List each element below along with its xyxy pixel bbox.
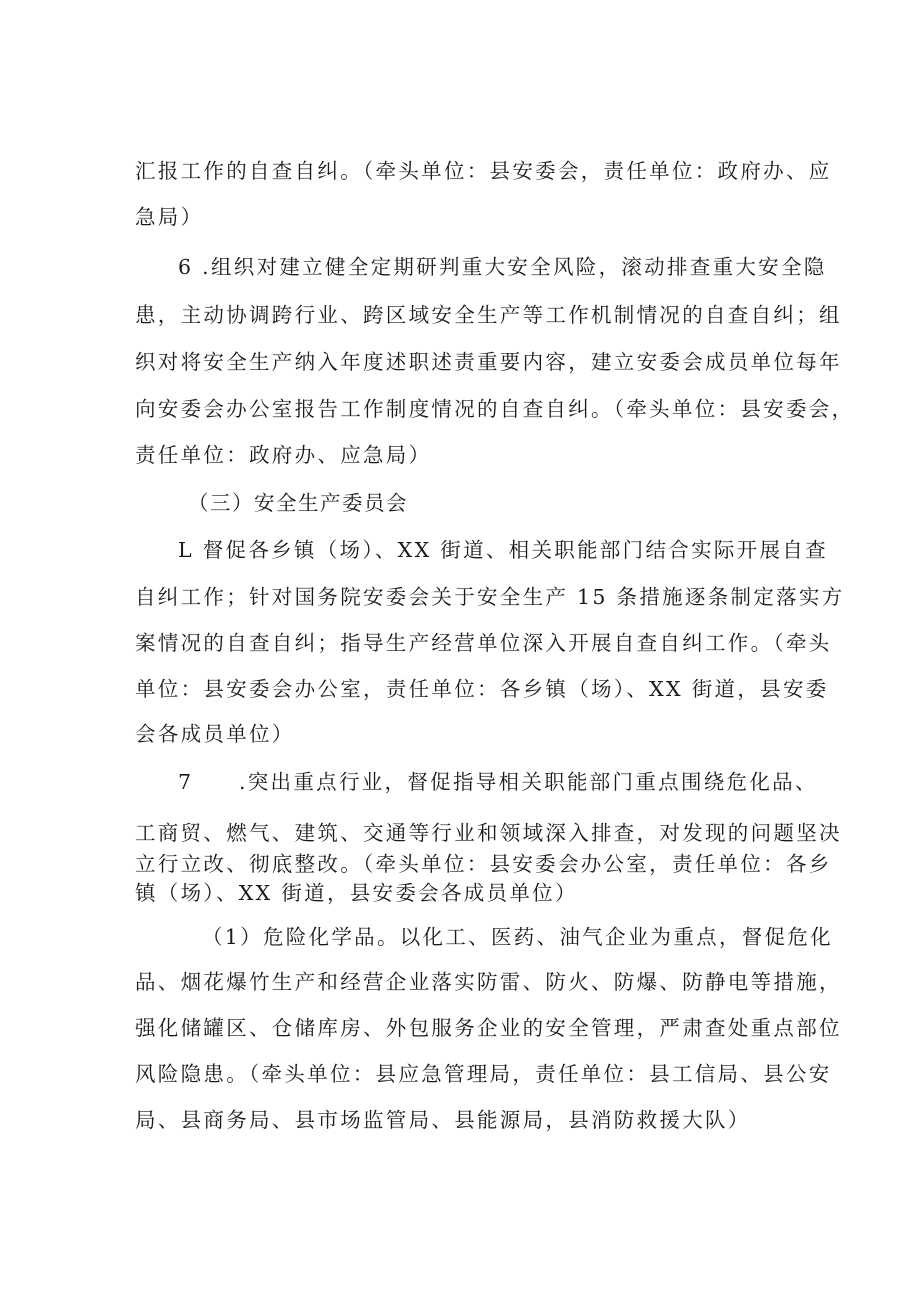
text-line: 风险隐患。（牵头单位：县应急管理局，责任单位：县工信局、县公安: [135, 1062, 832, 1086]
text-line: 责任单位：政府办、应急局）: [135, 443, 432, 467]
text-line: 自纠工作；针对国务院安委会关于安全生产 15 条措施逐条制定落实方: [135, 585, 845, 609]
text-line: 案情况的自查自纠；指导生产经营单位深入开展自查自纠工作。（牵头: [135, 631, 832, 655]
text-line: 局、县商务局、县市场监管局、县能源局，县消防救援大队）: [135, 1108, 751, 1132]
text-line: （1）危险化学品。以化工、医药、油气企业为重点，督促危化: [202, 925, 833, 949]
text-line: L 督促各乡镇（场）、XX 街道、相关职能部门结合实际开展自查: [178, 538, 828, 562]
text-line: 织对将安全生产纳入年度述职述责重要内容，建立安委会成员单位每年: [135, 350, 842, 374]
text-line: 会各成员单位）: [135, 722, 295, 746]
text-line: 汇报工作的自查自纠。（牵头单位：县安委会，责任单位：政府办、应: [135, 159, 832, 183]
text-line: 患，主动协调跨行业、跨区域安全生产等工作机制情况的自查自纠；组: [135, 303, 842, 327]
text-line: 品、烟花爆竹生产和经营企业落实防雷、防火、防爆、防静电等措施，: [135, 970, 842, 994]
text-line: 立行立改、彻底整改。（牵头单位：县安委会办公室，责任单位：各乡: [135, 852, 832, 876]
text-line: 急局）: [135, 205, 204, 229]
text-line: 强化储罐区、仓储库房、外包服务企业的安全管理，严肃查处重点部位: [135, 1016, 842, 1040]
text-line: 6 .组织对建立健全定期研判重大安全风险，滚动排查重大安全隐: [178, 255, 827, 279]
text-line: （三）安全生产委员会: [188, 491, 408, 515]
text-line: 单位：县安委会办公室，责任单位：各乡镇（场）、XX 街道，县安委: [135, 677, 829, 701]
text-line: 镇（场）、XX 街道，县安委会各成员单位）: [135, 881, 578, 905]
text-line: 7 .突出重点行业，督促指导相关职能部门重点围绕危化品、: [178, 770, 818, 794]
text-line: 工商贸、燃气、建筑、交通等行业和领域深入排查，对发现的问题坚决: [135, 821, 842, 845]
text-line: 向安委会办公室报告工作制度情况的自查自纠。（牵头单位：县安委会，: [135, 397, 855, 421]
